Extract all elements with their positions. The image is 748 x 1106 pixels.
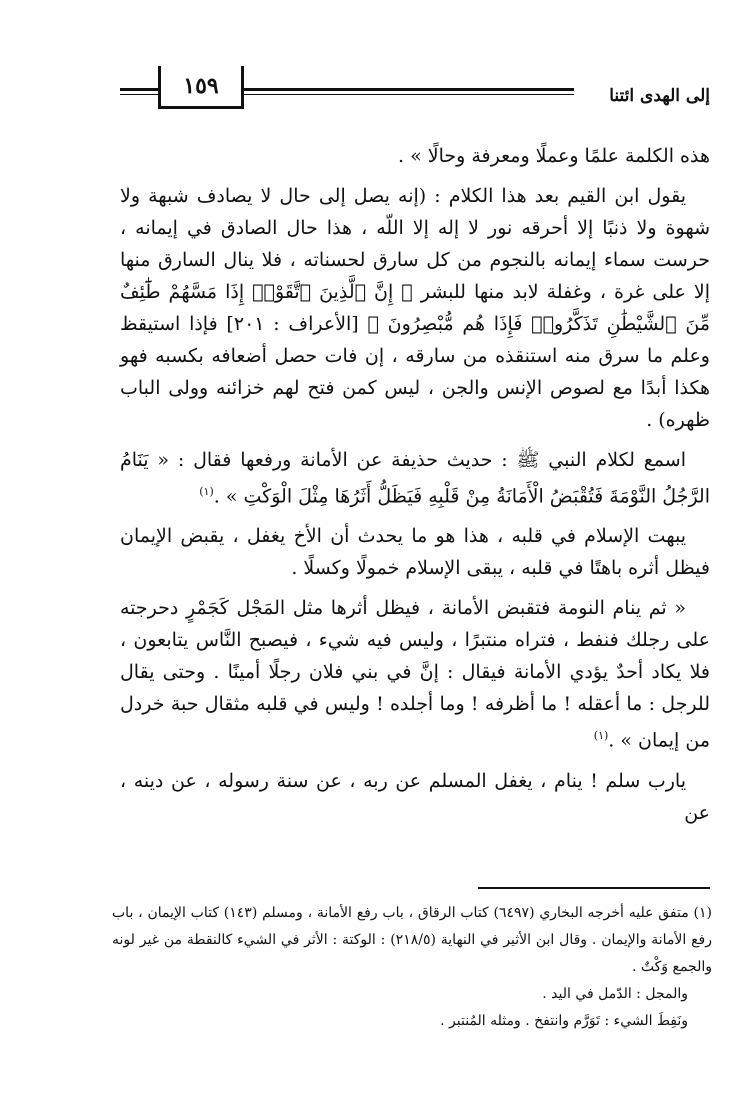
running-title: إلى الهدى ائتنا	[609, 86, 710, 106]
header-rule-left-thin	[120, 94, 158, 95]
paragraph: يارب سلم ! ينام ، يغفل المسلم عن ربه ، عن سنة رسوله ، عن دينه ، عن	[120, 769, 710, 824]
paragraph	[120, 592, 710, 756]
main-text	[120, 140, 710, 837]
paragraph: يبهت الإسلام في قلبه ، هذا هو ما يحدث أن الأخ يغفل ، يقبض الإيمان فيظل أثره باهتًا في قلبه ، يبقى الإسلام خمولًا وكسلًا .	[120, 525, 710, 580]
page-header	[120, 66, 710, 114]
paragraph: يقول ابن القيم بعد هذا الكلام : (إنه يصل إلى حال لا يصادف شبهة ولا شهوة ولا ذنبًا إلا أحرقه نور لا إله إلا اللّه ، هذا حال الصادق في إيمانه ، حرست سماء إيمانه بالنجوم من كل سارق لحسناته ، فلا ينال السارق منها إلا على غرة ، وغفلة لابد منها للبشر ﴿ إِنَّ ٱلَّذِينَ ٱتَّقَوْا۟ إِذَا مَسَّهُمْ طَٰٓئِفٌ مِّنَ ٱلشَّيْطَٰنِ تَذَكَّرُوا۟ فَإِذَا هُم مُّبْصِرُونَ ﴾ [الأعراف : ٢٠١] فإذا استيقظ وعلم ما سرق منه استنقذه من سارقه ، إن فات حصل أضعافه بكسبه فهو هكذا أبدًا مع لصوص الإنس والجن ، ليس كمن فتح لهم خزائنه وولى الباب ظهره) .	[120, 185, 711, 431]
header-rule-right-thin	[244, 94, 574, 95]
footnotes	[112, 900, 712, 1035]
paragraph-text: « ثم ينام النومة فتقبض الأمانة ، فيظل أثرها مثل المَجْل كَجَمْرٍ دحرجته على رجلك فنفط ، فتراه منتبرًا ، وليس فيه شيء ، فيصبح النَّاس يتابعون ، فلا يكاد أحدٌ يؤدي الأمانة فيقال : إنَّ في بني فلان رجلًا أمينًا . وحتى يقال للرجل : ما أعقله ! ما أظرفه ! وما أجلده ! وليس في قلبه مثقال حبة خردل من إيمان » .	[120, 597, 710, 752]
page-number: ١٥٩	[158, 66, 244, 109]
header-rule-right	[244, 88, 574, 91]
footnote-marker: (١)	[593, 729, 609, 743]
paragraph: هذه الكلمة علمًا وعملًا ومعرفة وحالًا » .	[398, 145, 710, 167]
header-rule-left	[120, 88, 158, 91]
footnote-item: (١) متفق عليه أخرجه البخاري (٦٤٩٧) كتاب الرقاق ، باب رفع الأمانة ، ومسلم (١٤٣) كتاب الإيمان ، باب رفع الأمانة والإيمان . وقال ابن الأثير في النهاية (٢١٨/٥) : الوكتة : الأثر في الشيء كالنقطة من غير لونه والجمع وَكْتٌ .	[112, 905, 712, 975]
footnote-item: ونَفِطَ الشيء : تَوَرَّم وانتفخ . ومثله المُنتبر .	[440, 1013, 688, 1029]
paragraph	[120, 444, 710, 512]
paragraph-text: اسمع لكلام النبي ﷺ : حديث حذيفة عن الأمانة ورفعها فقال : « يَنَامُ الرَّجُلُ النَّوْمَةَ فَتُقْبَضُ الْأَمَانَةُ مِنْ قَلْبِهِ فَيَظَلُّ أَثَرُهَا مِثْلَ الْوَكْتِ » .	[120, 449, 710, 508]
footnote-item: والمجل : الدّمل في اليد .	[542, 986, 688, 1002]
footnote-separator	[478, 887, 710, 889]
footnote-marker: (١)	[199, 485, 214, 498]
